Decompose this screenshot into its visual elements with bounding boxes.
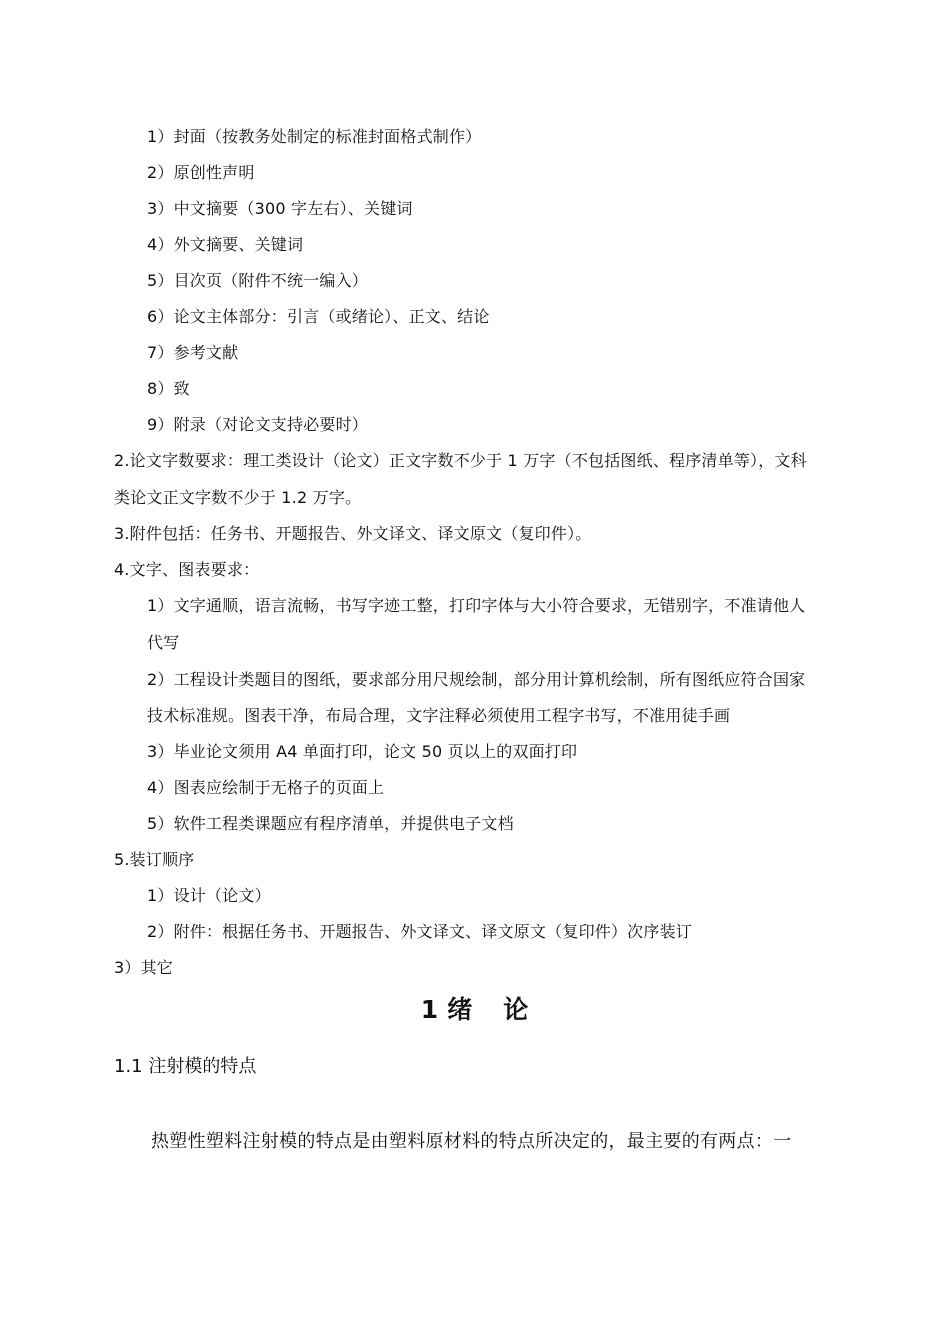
chapter-title-char2: 论 xyxy=(503,995,530,1024)
list-item-chinese-abstract: 3）中文摘要（300 字左右）、关键词 xyxy=(147,199,413,218)
text-requirement-item3: 3）毕业论文须用 A4 单面打印，论文 50 页以上的双面打印 xyxy=(147,742,578,761)
text-requirement-item1-line1: 1）文字通顺，语言流畅，书写字迹工整，打印字体与大小符合要求，无错别字，不准请他人 xyxy=(147,596,806,615)
body-paragraph: 热塑性塑料注射模的特点是由塑料原材料的特点所决定的，最主要的有两点：一 xyxy=(151,1131,792,1152)
text-requirement-item4: 4）图表应绘制于无格子的页面上 xyxy=(147,778,385,797)
text-chart-requirement-title: 4.文字、图表要求： xyxy=(114,560,260,579)
binding-order-title: 5.装订顺序 xyxy=(114,850,195,869)
binding-order-item3: 3）其它 xyxy=(114,958,173,977)
list-item-references: 7）参考文献 xyxy=(147,343,239,362)
text-requirement-item2-line2: 技术标准规。图表干净，布局合理，文字注释必须使用工程字书写，不准用徒手画 xyxy=(147,706,731,725)
binding-order-item2: 2）附件：根据任务书、开题报告、外文译文、译文原文（复印件）次序装订 xyxy=(147,922,692,941)
text-requirement-item5: 5）软件工程类课题应有程序清单，并提供电子文档 xyxy=(147,814,514,833)
word-count-requirement-line2: 类论文正文字数不少于 1.2 万字。 xyxy=(114,488,362,507)
list-item-main-body: 6）论文主体部分：引言（或绪论）、正文、结论 xyxy=(147,307,490,326)
text-requirement-item2-line1: 2）工程设计类题目的图纸，要求部分用尺规绘制，部分用计算机绘制，所有图纸应符合国家 xyxy=(147,670,806,689)
word-count-requirement-line1: 2.论文字数要求：理工类设计（论文）正文字数不少于 1 万字（不包括图纸、程序清单等），文科 xyxy=(114,451,807,470)
list-item-thanks: 8）致 xyxy=(147,379,190,398)
list-item-cover: 1）封面（按教务处制定的标准封面格式制作） xyxy=(147,127,482,146)
chapter-title-char1: 绪 xyxy=(447,995,474,1024)
list-item-appendix: 9）附录（对论文支持必要时） xyxy=(147,415,368,434)
attachments-requirement: 3.附件包括：任务书、开题报告、外文译文、译文原文（复印件）。 xyxy=(114,524,592,543)
list-item-foreign-abstract: 4）外文摘要、关键词 xyxy=(147,235,304,254)
text-requirement-item1-line2: 代写 xyxy=(147,633,180,652)
list-item-toc: 5）目次页（附件不统一编入） xyxy=(147,271,368,290)
binding-order-item1: 1）设计（论文） xyxy=(147,886,271,905)
chapter-heading xyxy=(0,990,950,1026)
chapter-number: 1 xyxy=(420,995,440,1024)
list-item-originality: 2）原创性声明 xyxy=(147,163,255,182)
section-heading: 1.1 注射模的特点 xyxy=(114,1056,257,1077)
